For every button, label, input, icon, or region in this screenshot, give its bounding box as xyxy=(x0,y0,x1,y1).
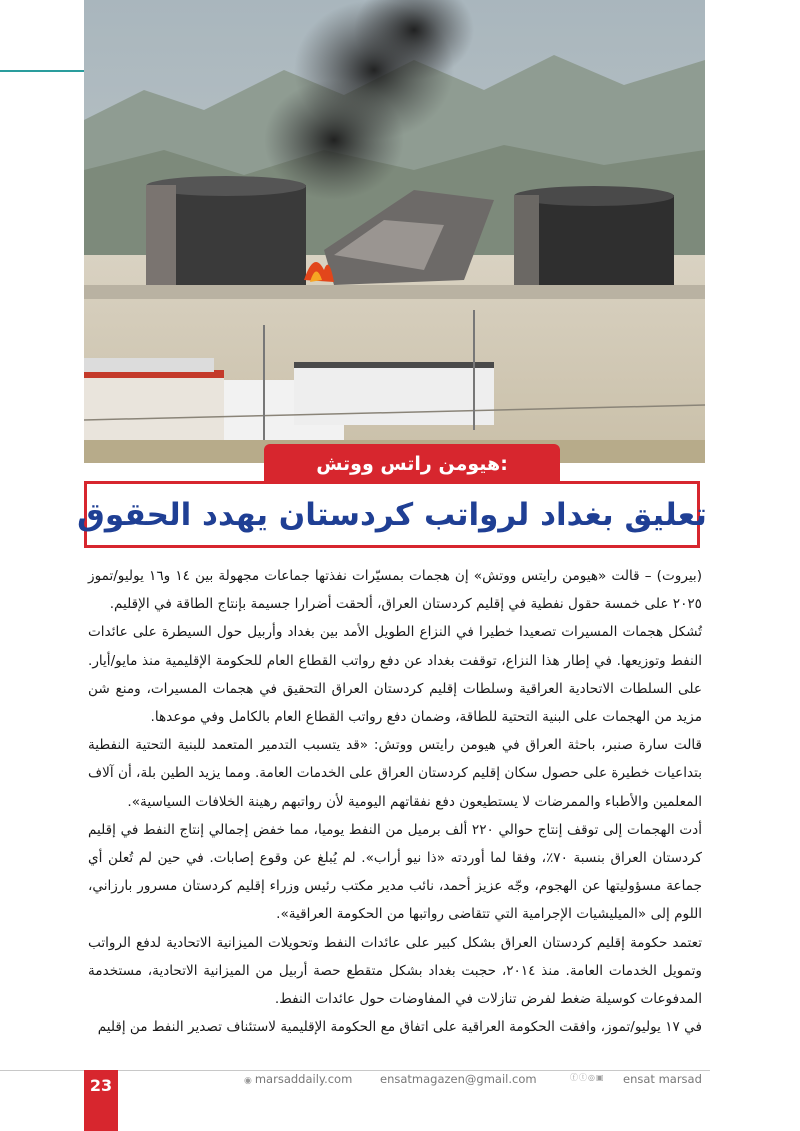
article-paragraph: تعتمد حكومة إقليم كردستان العراق بشكل كبير على عائدات النفط وتحويلات الميزانية الاتحادية لدفع الرواتب وتمويل الخدمات العامة. منذ ٢٠١٤، حجبت بغداد بشكل متقطع حصة أربيل من الميزانية الاتحادية، مستخدمة المدفوعات كوسيلة ضغط لفرض تنازلات في المفاوضات حول عائدات النفط. xyxy=(88,934,702,1008)
footer-email[interactable] xyxy=(380,1072,537,1086)
youtube-icon[interactable]: ▣ xyxy=(595,1073,605,1082)
article-paragraph: قالت سارة صنبر، باحثة العراق في هيومن رايتس ووتش: «قد يتسبب التدمير المتعمد للبنية التحتية النفطية بتداعيات خطيرة على حصول سكان إقليم كردستان العراق على الخدمات العامة. ومما يزيد الطين بلة، أن آلاف المعلمين والأطباء والممرضات لا يستطيعون دفع نفقاتهم اليومية لأن رواتبهم رهينة الخلافات السياسية». xyxy=(88,737,702,810)
teal-accent-line xyxy=(0,70,84,72)
globe-icon: ◉ xyxy=(244,1076,252,1086)
article-body xyxy=(88,562,702,1041)
facebook-icon[interactable]: ⓕ xyxy=(570,1073,579,1082)
article-paragraph: أدت الهجمات إلى توقف إنتاج حوالي ٢٢٠ ألف برميل من النفط يوميا، مما خفض إجمالي إنتاج النفط في إقليم كردستان العراق بنسبة ٧٠٪، وفقا لما أوردته «ذا نيو أراب». لم يُبلغ عن وقوع إصابات. في حين لم تُعلن أي جماعة مسؤوليتها عن الهجوم، وجّه عزيز أحمد، نائب مدير مكتب رئيس وزراء إقليم كردستان مسرور بارزاني، اللوم إلى «الميليشيات الإجرامية التي تتقاضى رواتبها من الحكومة العراقية». xyxy=(88,821,702,923)
headline-box xyxy=(77,481,707,548)
article-kicker: هيومن راتس ووتش: xyxy=(264,444,560,482)
article-paragraph: تُشكل هجمات المسيرات تصعيدا خطيرا في النزاع الطويل الأمد بين بغداد وأربيل حول السيطرة على عائدات النفط وتوزيعها. في إطار هذا النزاع، توقفت بغداد عن دفع رواتب القطاع العام للحكومة الإقليمية منذ مايو/أيار. على السلطات الاتحادية العراقية وسلطات إقليم كردستان العراق التحقيق في هجمات المسيرات، ومنع شن مزيد من الهجمات على البنية التحتية للطاقة، وضمان دفع رواتب القطاع العام بالكامل وفي موعدها. xyxy=(88,624,702,726)
footer-brand xyxy=(623,1072,702,1086)
email-text: ensatmagazen@gmail.com xyxy=(380,1072,537,1086)
footer-website[interactable] xyxy=(244,1072,352,1086)
brand-text: ensat marsad xyxy=(623,1072,702,1086)
article-paragraph: في ١٧ يوليو/تموز، وافقت الحكومة العراقية على اتفاق مع الحكومة الإقليمية لاستئناف تصدير النفط من إقليم xyxy=(97,1019,702,1036)
twitter-icon[interactable]: ⓣ xyxy=(579,1073,588,1082)
article-photo xyxy=(84,0,705,463)
instagram-icon[interactable]: ◎ xyxy=(588,1073,596,1082)
social-icons xyxy=(570,1072,605,1083)
article-paragraph: (بيروت) – قالت «هيومن رايتس ووتش» إن هجمات بمسيّرات نفذتها جماعات مجهولة بين ١٤ و١٦ يوليو/تموز ٢٠٢٥ على خمسة حقول نفطية في إقليم كردستان العراق، ألحقت أضرارا جسيمة بإنتاج الطاقة في الإقليم. xyxy=(88,568,703,613)
article-headline: تعليق بغداد لرواتب كردستان يهدد الحقوق xyxy=(77,496,707,533)
burning-oil-tanks-image xyxy=(84,0,705,463)
page-number: 23 xyxy=(84,1070,118,1131)
website-text: marsaddaily.com xyxy=(254,1072,353,1086)
